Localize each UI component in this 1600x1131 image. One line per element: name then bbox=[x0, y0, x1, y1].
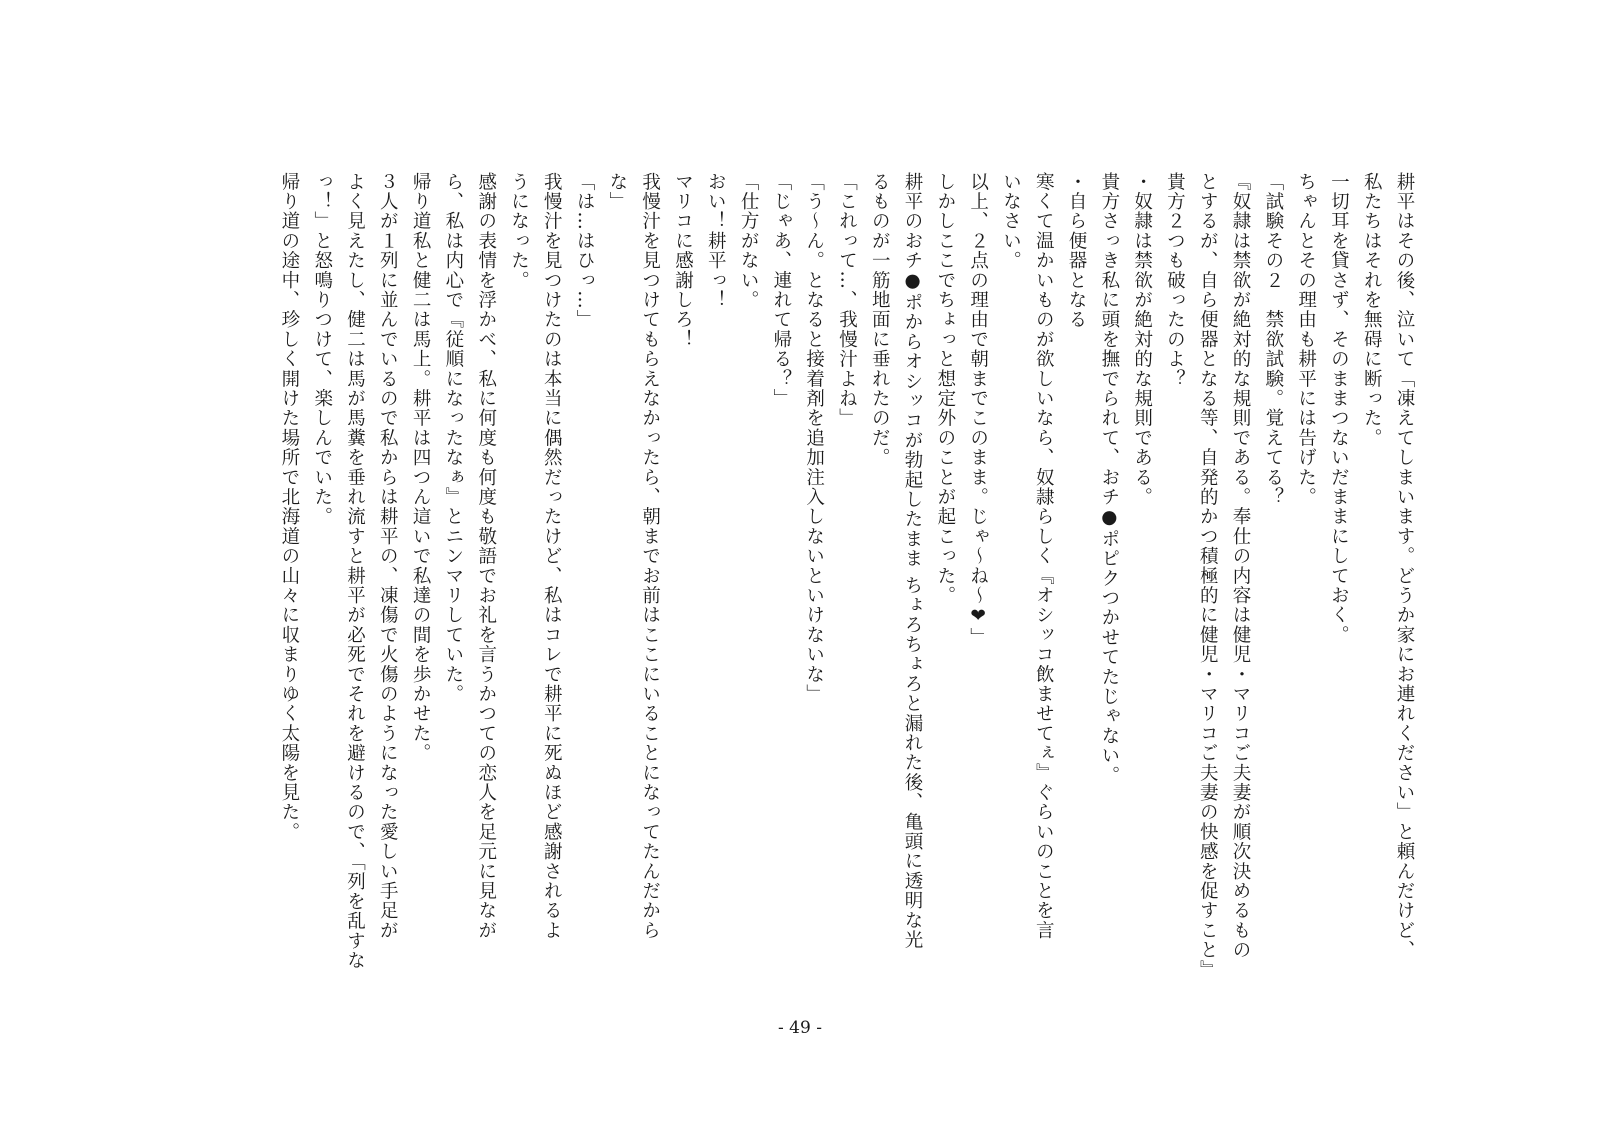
text-line: マリコに感謝しろ！ bbox=[672, 172, 694, 350]
text-line: 「試験その２ 禁欲試験。覚えてる？ bbox=[1262, 172, 1284, 507]
text-line: 「う～ん。となると接着剤を追加注入しないといけないな」 bbox=[803, 172, 825, 704]
text-line: ３人が１列に並んでいるので私からは耕平の、凍傷で火傷のようになった愛しい手足が bbox=[377, 172, 399, 941]
text-line: 「仕方がない。 bbox=[738, 172, 760, 310]
text-line: 帰り道私と健二は馬上。耕平は四つん這いで私達の間を歩かせた。 bbox=[410, 172, 432, 763]
text-line: うになった。 bbox=[508, 172, 530, 291]
text-line: 耕平のおチ●ポからオシッコが勃起したまま ちょろちょろと漏れた後、亀頭に透明な光 bbox=[902, 172, 924, 950]
text-line: いなさい。 bbox=[1000, 172, 1022, 271]
text-line: ら、私は内心で『従順になったなぁ』とニンマリしていた。 bbox=[442, 172, 464, 704]
text-line: 感謝の表情を浮かべ、私に何度も何度も敬語でお礼を言うかつての恋人を足元に見なが bbox=[475, 172, 497, 941]
text-line: 「これって…、我慢汁よね」 bbox=[836, 172, 858, 429]
page-number: - 49 - bbox=[778, 1018, 822, 1038]
text-line: 我慢汁を見つけてもらえなかったら、朝までお前はここにいることになってたんだから bbox=[639, 172, 661, 941]
text-line: 「じゃあ、連れて帰る？」 bbox=[770, 172, 792, 409]
vertical-text-body bbox=[272, 172, 1420, 980]
text-line: 寒くて温かいものが欲しいなら、奴隷らしく『オシッコ飲ませてぇ』ぐらいのことを言 bbox=[1033, 172, 1055, 941]
text-line: ・自ら便器となる bbox=[1066, 172, 1088, 330]
text-line: 『奴隷は禁欲が絶対的な規則である。奉仕の内容は健児・マリコご夫妻が順次決めるもの bbox=[1230, 172, 1252, 960]
text-line: しかしここでちょっと想定外のことが起こった。 bbox=[934, 172, 956, 606]
text-line: ・奴隷は禁欲が絶対的な規則である。 bbox=[1131, 172, 1153, 507]
text-line: 一切耳を貸さず、そのままつないだままにしておく。 bbox=[1328, 172, 1350, 645]
text-line: おい！耕平っ！ bbox=[705, 172, 727, 310]
text-line: 帰り道の途中、珍しく開けた場所で北海道の山々に収まりゆく太陽を見た。 bbox=[278, 172, 300, 842]
text-line: 貴方２つも破ったのよ？ bbox=[1164, 172, 1186, 389]
text-line: 耕平はその後、泣いて「凍えてしまいます。どうか家にお連れください」と頼んだけど、 bbox=[1394, 172, 1415, 960]
text-line: ちゃんとその理由も耕平には告げた。 bbox=[1295, 172, 1317, 507]
text-line: 「は…はひっ…」 bbox=[574, 172, 596, 330]
text-line: 我慢汁を見つけたのは本当に偶然だったけど、私はコレで耕平に死ぬほど感謝されるよ bbox=[541, 172, 563, 941]
text-line: 以上、２点の理由で朝までこのまま。じゃ～ね～❤」 bbox=[967, 172, 989, 648]
text-line: な」 bbox=[606, 172, 628, 212]
text-line: よく見えたし、健二は馬が馬糞を垂れ流すと耕平が必死でそれを避けるので、「列を乱すな bbox=[344, 172, 366, 971]
text-line: とするが、自ら便器となる等、自発的かつ積極的に健児・マリコご夫妻の快感を促すこと』 bbox=[1197, 172, 1219, 980]
text-line: るものが一筋地面に垂れたのだ。 bbox=[869, 172, 891, 468]
text-line: 私たちはそれを無碍に断った。 bbox=[1361, 172, 1383, 448]
text-line: っ！」と怒鳴りつけて、楽しんでいた。 bbox=[311, 172, 333, 527]
text-line: 貴方さっき私に頭を撫でられて、おチ●ポピクつかせてたじゃない。 bbox=[1098, 172, 1120, 786]
